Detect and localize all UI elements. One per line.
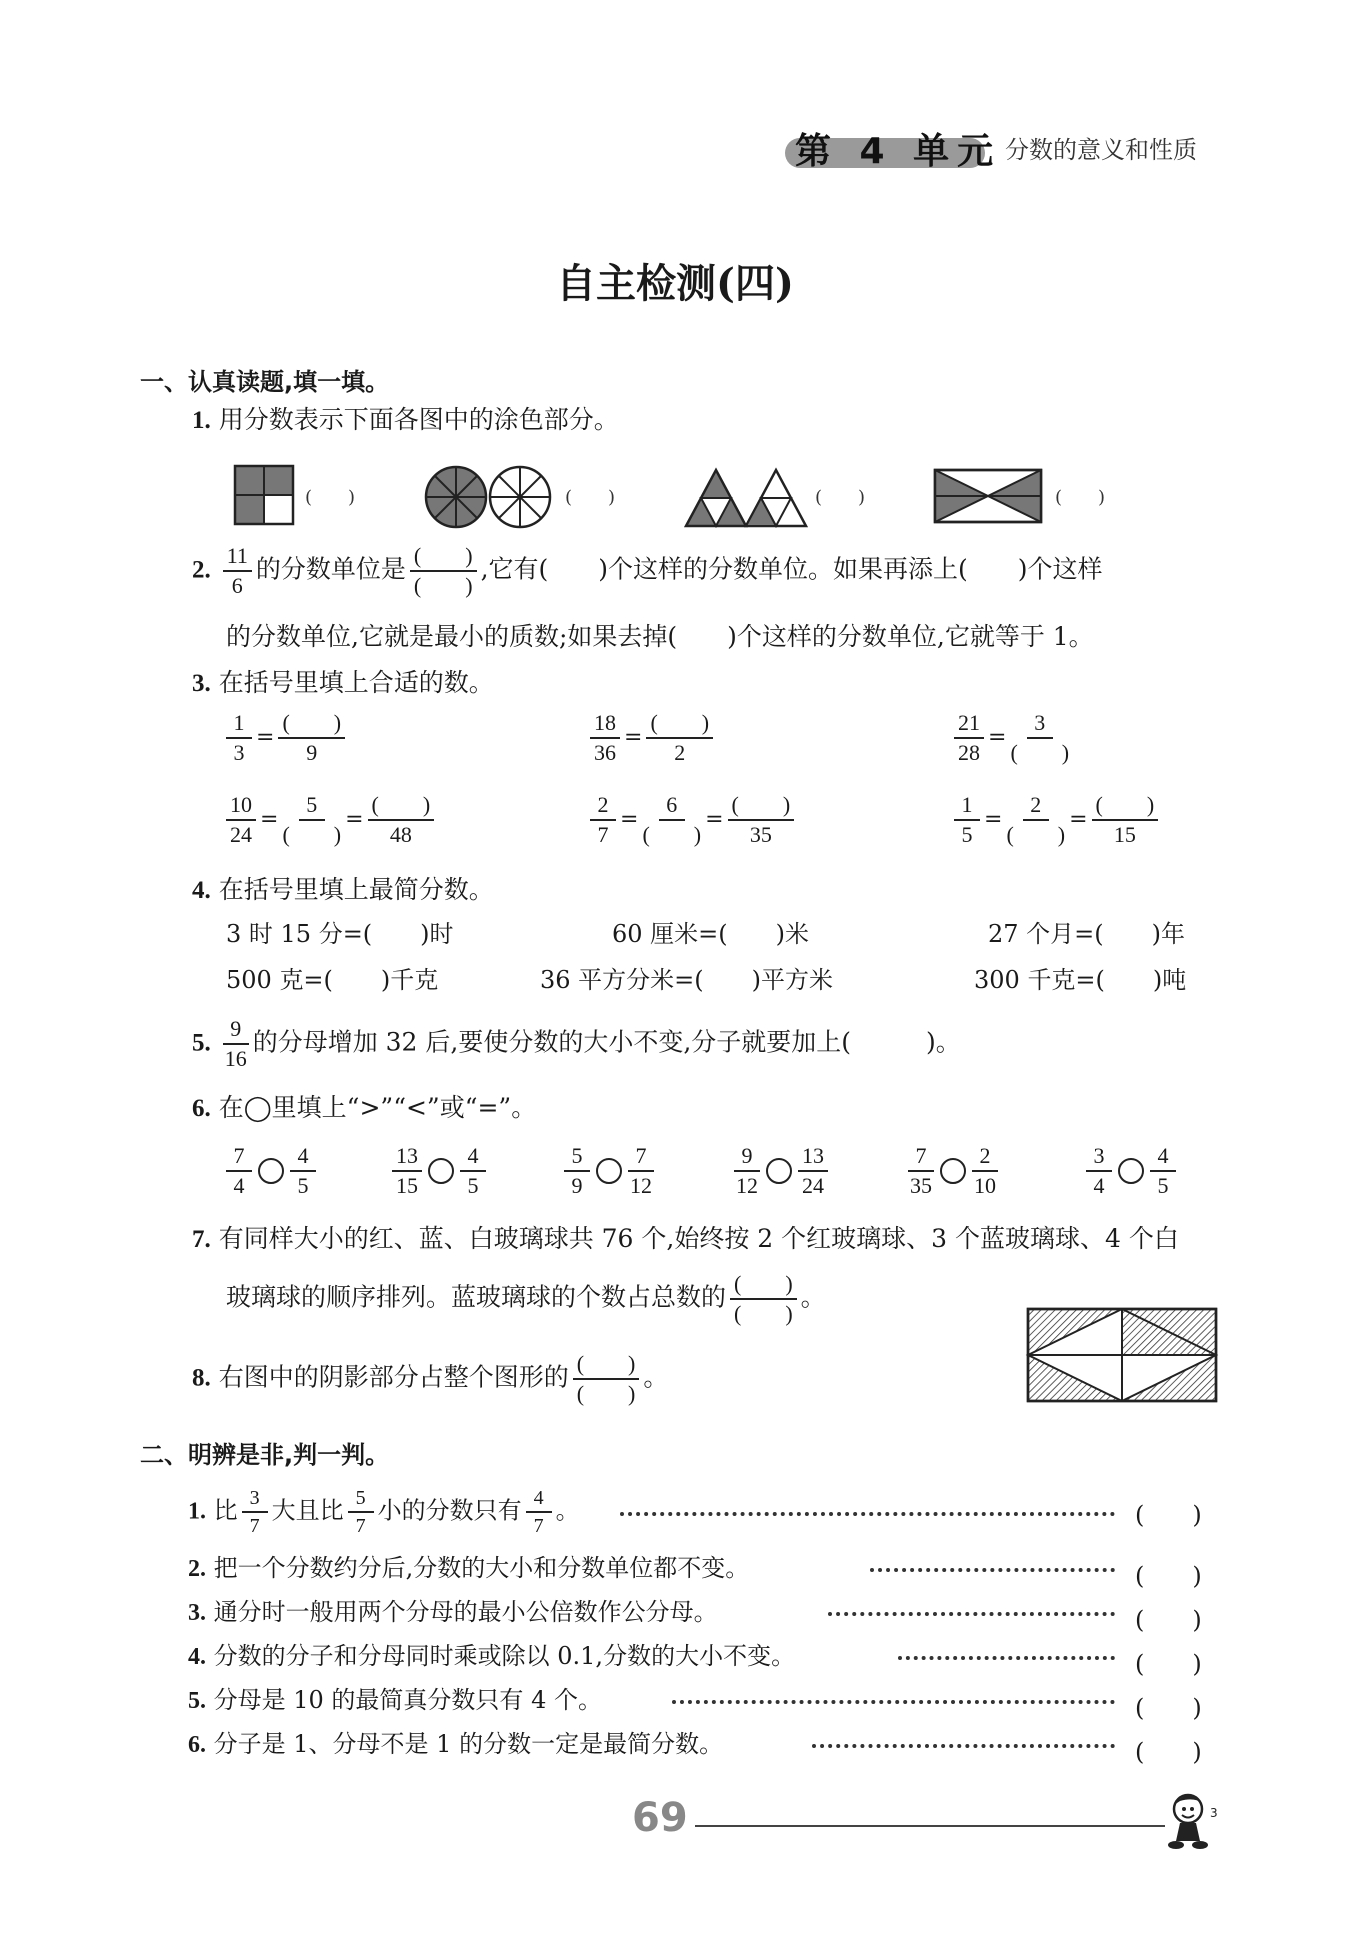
q6-pair[interactable]: $\frac{3}{4}$ $\frac{4}{5}$ (1082, 1145, 1180, 1197)
q8-number: 8. (192, 1364, 211, 1392)
section2-heading: 二、明辨是非,判一判。 (140, 1441, 390, 1469)
q4-item[interactable]: 3 时 15 分=( )时 (226, 920, 454, 948)
judge-answer[interactable]: ( ) (1135, 1738, 1202, 1766)
q4-item[interactable]: 300 千克=( )吨 (974, 966, 1187, 994)
q6-text: 在◯里填上“>”“<”或“=”。 (218, 1093, 537, 1122)
q1-answer-4[interactable]: ( ) (1055, 487, 1106, 508)
compare-circle[interactable] (258, 1158, 284, 1184)
leader-dots (672, 1700, 1115, 1704)
leader-dots (870, 1568, 1115, 1572)
q6-number: 6. (192, 1095, 211, 1122)
q6 (192, 1093, 536, 1124)
q4 (192, 875, 494, 906)
judge-answer[interactable]: ( ) (1135, 1501, 1202, 1529)
fraction: $\frac{9}{16}$ (224, 1016, 247, 1071)
q3 (192, 668, 494, 699)
compare-circle[interactable] (1118, 1158, 1144, 1184)
q3-text: 在括号里填上合适的数。 (218, 668, 494, 697)
figure-square (235, 466, 293, 524)
q4-number: 4. (192, 877, 211, 904)
fraction: $\frac{11}{6}$ (223, 545, 252, 597)
compare-circle[interactable] (596, 1158, 622, 1184)
leader-dots (898, 1656, 1115, 1660)
judge-answer[interactable]: ( ) (1135, 1650, 1202, 1678)
q8: 8. 右图中的阴影部分占整个图形的 $\frac{( )}{( )}$ 。 (192, 1351, 669, 1406)
section1-heading: 一、认真读题,填一填。 (140, 368, 390, 396)
compare-circle[interactable] (940, 1158, 966, 1184)
q8-text: 右图中的阴影部分占整个图形的 (218, 1362, 569, 1392)
q2-text-a: 的分数单位是 (255, 554, 406, 584)
answer-fraction-blank[interactable]: $\frac{( )}{( )}$ (573, 1353, 640, 1405)
mascot-icon (1158, 1785, 1228, 1855)
q2-text-b: ,它有( )个这样的分数单位。如果再添上( )个这样 (480, 554, 1103, 584)
q7-number: 7. (192, 1226, 211, 1253)
judge-answer[interactable]: ( ) (1135, 1606, 1202, 1634)
q8-figure (1024, 1305, 1220, 1405)
answer-fraction-blank[interactable]: $\frac{( )}{( )}$ (730, 1273, 797, 1325)
q4-text: 在括号里填上最简分数。 (218, 875, 494, 904)
q2-line1 (192, 545, 1103, 597)
judge-item-1: 1. 比 $\frac{3}{7}$ 大且比 $\frac{5}{7}$ 小的分数只有 $\frac{4}{7}$ 。 (188, 1487, 580, 1537)
judge-item-4: 4. 分数的分子和分母同时乘或除以 0.1,分数的大小不变。 (188, 1642, 796, 1670)
q4-item[interactable]: 60 厘米=( )米 (612, 920, 810, 948)
q1-number: 1. (192, 407, 211, 434)
compare-circle[interactable] (428, 1158, 454, 1184)
q2-line2: 的分数单位,它就是最小的质数;如果去掉( )个这样的分数单位,它就等于 1。 (226, 622, 1094, 651)
leader-dots (620, 1512, 1115, 1516)
q3-row2-item3[interactable]: $\frac{1}{5}$ = $\frac{2}{( )}$ = $\frac{( )}{15}$ (950, 794, 1162, 846)
q1 (192, 405, 619, 436)
judge-answer[interactable]: ( ) (1135, 1694, 1202, 1722)
leader-dots (828, 1612, 1115, 1616)
q3-number: 3. (192, 670, 211, 697)
q5 (192, 1018, 961, 1070)
unit-subtitle: 分数的意义和性质 (1005, 136, 1197, 164)
q1-figures (230, 460, 1130, 530)
figure-rectangle (935, 470, 1041, 522)
q5-text: 的分母增加 32 后,要使分数的大小不变,分子就要加上( )。 (252, 1027, 961, 1057)
page-number: 69 (632, 1795, 688, 1841)
q3-row1-item2[interactable]: $\frac{18}{36}$ = $\frac{( )}{2}$ (586, 712, 717, 764)
q1-answer-3[interactable]: ( ) (815, 487, 866, 508)
judge-item-3: 3. 通分时一般用两个分母的最小公倍数作公分母。 (188, 1598, 718, 1626)
q4-item[interactable]: 500 克=( )千克 (226, 966, 439, 994)
q1-answer-1[interactable]: ( ) (305, 487, 356, 508)
unit-label: 第 4 单元 (795, 131, 1002, 172)
q6-pair[interactable]: $\frac{13}{15}$ $\frac{4}{5}$ (388, 1145, 490, 1197)
figure-circles (426, 467, 550, 527)
q6-pair[interactable]: $\frac{7}{35}$ $\frac{2}{10}$ (910, 1143, 996, 1198)
q2-number: 2. (192, 556, 211, 584)
q3-row1-item1[interactable]: $\frac{1}{3}$ = $\frac{( )}{9}$ (222, 712, 349, 764)
compare-circle[interactable] (766, 1158, 792, 1184)
q4-item[interactable]: 36 平方分米=( )平方米 (540, 966, 834, 994)
q6-pair[interactable]: $\frac{9}{12}$ $\frac{13}{24}$ (730, 1145, 832, 1197)
answer-fraction-blank[interactable]: $\frac{( )}{( )}$ (410, 545, 477, 597)
judge-item-6: 6. 分子是 1、分母不是 1 的分数一定是最简分数。 (188, 1730, 724, 1758)
q6-pair[interactable]: $\frac{5}{9}$ $\frac{7}{12}$ (560, 1145, 658, 1197)
leader-dots (812, 1744, 1115, 1748)
q7-line2: 玻璃球的顺序排列。蓝玻璃球的个数占总数的 $\frac{( )}{( )}$ 。 (226, 1271, 826, 1326)
q7-line1 (192, 1224, 1179, 1255)
q3-row2-item2[interactable]: $\frac{2}{7}$ = $\frac{6}{( )}$ = $\frac{( )}{35}$ (586, 794, 798, 846)
q7-text-2: 玻璃球的顺序排列。蓝玻璃球的个数占总数的 (226, 1282, 727, 1312)
q4-item[interactable]: 27 个月=( )年 (988, 920, 1186, 948)
q5-number: 5. (192, 1029, 211, 1057)
figure-triangles (686, 470, 806, 526)
q1-text: 用分数表示下面各图中的涂色部分。 (218, 405, 619, 434)
q3-row1-item3[interactable]: $\frac{21}{28}$ = $\frac{3}{( )}$ (950, 712, 1073, 764)
q3-row2-item1[interactable]: $\frac{10}{24}$ = $\frac{5}{( )}$ = $\frac{( )}{48}$ (222, 794, 438, 846)
page-title: 自主检测(四) (556, 260, 794, 307)
q6-pair[interactable]: $\frac{7}{4}$ $\frac{4}{5}$ (222, 1145, 320, 1197)
q1-answer-2[interactable]: ( ) (565, 487, 616, 508)
judge-item-5: 5. 分母是 10 的最简真分数只有 4 个。 (188, 1686, 602, 1714)
judge-answer[interactable]: ( ) (1135, 1562, 1202, 1590)
q7-text: 有同样大小的红、蓝、白玻璃球共 76 个,始终按 2 个红玻璃球、3 个蓝玻璃球、4 个白 (218, 1224, 1179, 1253)
footer-rule (695, 1825, 1165, 1827)
svg-text:3: 3 (1210, 1806, 1218, 1820)
judge-item-2: 2. 把一个分数约分后,分数的大小和分数单位都不变。 (188, 1554, 750, 1582)
